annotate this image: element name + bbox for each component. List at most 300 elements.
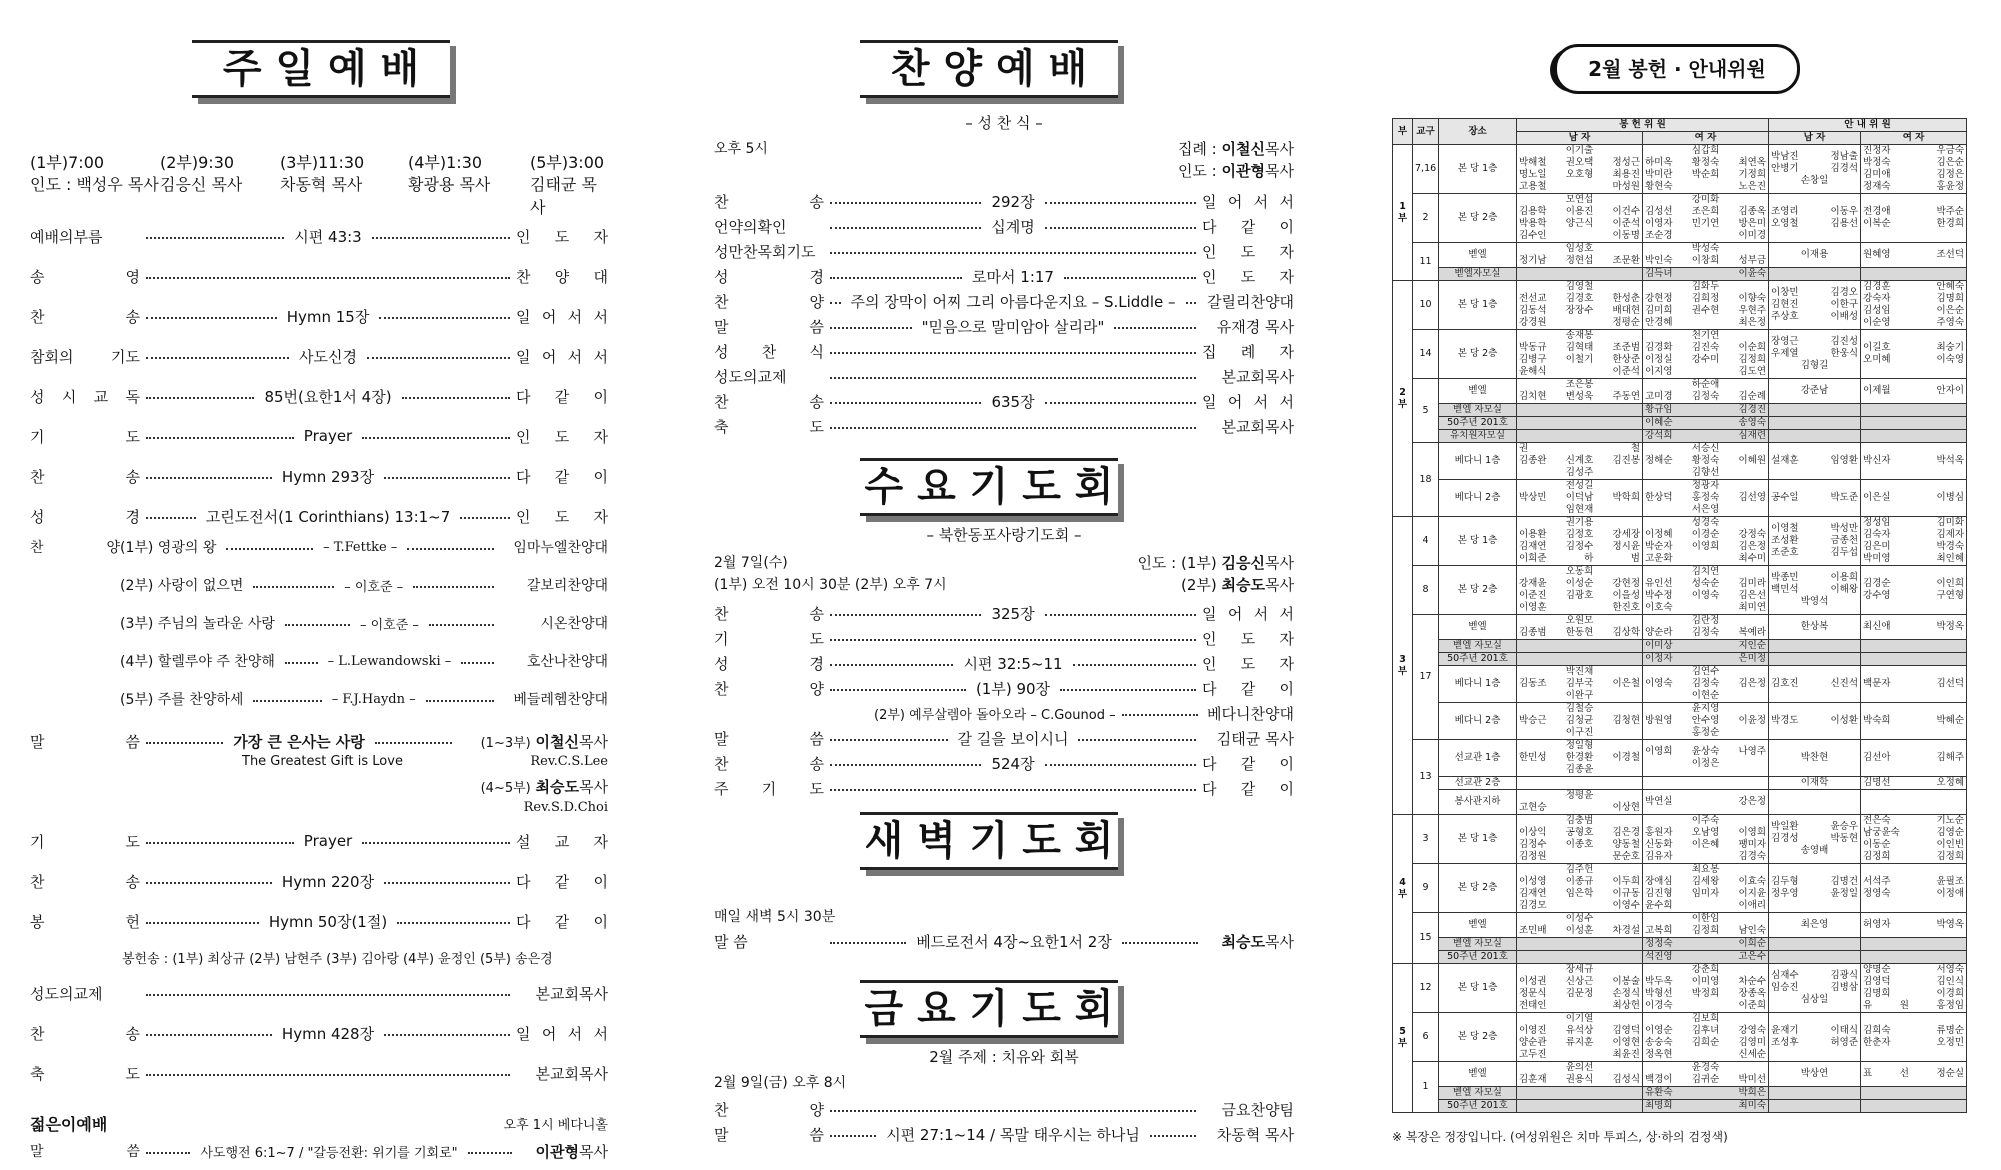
- roster-place: 본 당 1층: [1439, 517, 1517, 566]
- friday-subtitle: 2월 주제 : 치유와 회복: [929, 1048, 1079, 1066]
- roster-name-line: 김경훈 안혜숙: [1863, 281, 1965, 292]
- roster-row: [1393, 740, 1967, 777]
- sunday-order-7-content: Hymn 293장: [281, 467, 375, 486]
- roster-name-line: 이기출: [1565, 145, 1594, 156]
- roster-name-line: 김영철: [1565, 281, 1594, 292]
- roster-name-line: 서은영: [1691, 504, 1720, 515]
- wednesday-anthem2-choir: 베다니찬양대: [1207, 704, 1294, 723]
- roster-name-line: 이창민 김경오: [1771, 287, 1859, 298]
- service-time-4: (4부)1:30: [408, 153, 483, 172]
- praise-order-8-label: 성도의교제: [714, 367, 787, 386]
- roster-name-line: 박형선 박정희 장종옥: [1645, 988, 1767, 999]
- roster-name-line: 고용철 마성원: [1519, 181, 1640, 192]
- roster-name-line: 김형길: [1800, 360, 1829, 371]
- service-leader-5: 김태균 목사: [530, 175, 597, 217]
- roster-row: [1393, 1013, 1967, 1062]
- wednesday-order-1-content: 325장: [991, 604, 1035, 623]
- friday-order-1-performer: 금요찬양팀: [1221, 1100, 1294, 1119]
- praise-time: 오후 5시: [714, 141, 768, 157]
- roster-name-line: 박성숙: [1691, 243, 1720, 254]
- sunday-order2-2-label: 찬 송: [30, 872, 140, 891]
- roster-row: [1393, 281, 1967, 330]
- roster-name-line: 김희숙 류명순: [1863, 1025, 1965, 1036]
- roster-name-line: 박남진 정남출: [1771, 151, 1859, 162]
- service-leader-3: 차동혁 목사: [280, 175, 363, 194]
- wednesday-order-2-label: 기 도: [714, 629, 824, 648]
- roster-district: 2: [1413, 194, 1439, 243]
- col-offering: 봉 헌 위 원: [1517, 119, 1769, 132]
- roster-name-line: 강경원 정평순: [1519, 317, 1640, 328]
- sunday-order2-1-row: [30, 826, 608, 856]
- roster-place: 50주년 201호: [1439, 1100, 1517, 1113]
- roster-name-line: 김득녀 이윤숙: [1645, 268, 1767, 279]
- wednesday-order-2-performer: 인 도 자: [1202, 629, 1294, 648]
- roster-row: [1393, 379, 1967, 404]
- roster-part: 3부: [1393, 517, 1413, 815]
- roster-name-line: 정기남 정현섭 조문환: [1519, 255, 1640, 266]
- roster-name-line: 정광자: [1691, 480, 1720, 491]
- roster-name-line: 박경도 이성환: [1771, 715, 1859, 726]
- roster-district: 15: [1413, 913, 1439, 964]
- roster-district: 18: [1413, 443, 1439, 517]
- sunday-order-7-row: [30, 461, 608, 491]
- wednesday-order2-1-label: 말 씀: [714, 729, 824, 748]
- praise-order-10-row: [714, 411, 1294, 441]
- roster-row: [1393, 653, 1967, 666]
- sunday-order3-2-label: 찬 송: [30, 1024, 140, 1043]
- roster-place: 베다니 2층: [1439, 703, 1517, 740]
- roster-name-line: 김미희 권수현 우현주: [1645, 305, 1767, 316]
- roster-name-line: 김란정: [1691, 615, 1720, 626]
- sunday-order-2-performer: 찬 양 대: [516, 267, 608, 286]
- roster-name-line: 명노일 오호형 최용진: [1519, 169, 1640, 180]
- roster-name-line: 오영철 김용선: [1771, 218, 1859, 229]
- praise-order-6-content: "믿음으로 말미암아 살리라": [921, 317, 1105, 336]
- roster-name-line: 조성환 금종천: [1771, 535, 1859, 546]
- sunday-order-7-performer: 다 같 이: [516, 467, 609, 486]
- roster-place: 본 당 2층: [1439, 1013, 1517, 1062]
- sunday-order3-1-performer: 본교회목사: [535, 984, 608, 1003]
- praise-order-10-performer: 본교회목사: [1221, 417, 1294, 436]
- roster-name-line: 박상연: [1800, 1068, 1829, 1079]
- sunday-order-1-row: [30, 221, 608, 251]
- roster-name-line: 조영리 이동우: [1771, 206, 1859, 217]
- praise-order-6-performer: 유재경 목사: [1216, 317, 1295, 336]
- roster-name-line: 이성권 신상근 이봉술: [1519, 976, 1640, 987]
- anthem-title: (5부) 주를 찬양하세: [120, 692, 244, 708]
- roster-row: [1393, 417, 1967, 430]
- sunday-order-8-content: 고린도전서(1 Corinthians) 13:1~7: [205, 507, 451, 526]
- wednesday-order2-2-content: 524장: [991, 754, 1035, 773]
- praise-leader: 인도 : 이관형목사: [1177, 162, 1294, 180]
- roster-name-line: 박영석: [1800, 596, 1829, 607]
- sunday-sermon-row: [30, 726, 608, 756]
- sunday-order-2-label: 송 영: [30, 267, 140, 286]
- anthem-choir: 임마누엘찬양대: [513, 540, 609, 556]
- roster-name-line: 이영순 김후녀 강영숙: [1645, 1025, 1767, 1036]
- sunday-order-3-performer: 일 어 서 서: [516, 307, 608, 326]
- roster-name-line: 성경숙: [1691, 517, 1720, 528]
- praise-order-5-performer: 갈릴리찬양대: [1207, 292, 1295, 311]
- roster-name-line: 정일형: [1565, 740, 1594, 751]
- dawn-title: 새 벽 기 도 회: [864, 818, 1114, 864]
- roster-name-line: 김성임 이은순: [1863, 305, 1965, 316]
- roster-name-line: 한상복: [1800, 621, 1829, 632]
- anthem-title: (1부) 영광의 왕: [120, 540, 217, 556]
- roster-row: [1393, 790, 1967, 815]
- youth-sermon-text: 사도행전 6:1~7 / "갈등전환: 위기를 기회로": [200, 1145, 458, 1161]
- anthem-composer: – 이호준 –: [344, 579, 404, 595]
- roster-name-line: 임현재: [1565, 504, 1594, 515]
- service-leader-1: 인도 : 백성우 목사: [30, 175, 159, 194]
- wednesday-order2-2-performer: 다 같 이: [1202, 754, 1294, 773]
- roster-row: [1393, 480, 1967, 517]
- roster-name-line: 김미애 김정은: [1863, 169, 1965, 180]
- sunday-order3-3-performer: 본교회목사: [535, 1064, 608, 1083]
- roster-place: 본 당 2층: [1439, 330, 1517, 379]
- roster-district: 12: [1413, 964, 1439, 1013]
- sunday-anthem-row: [30, 608, 608, 638]
- roster-name-line: 박종민 이용희: [1771, 572, 1859, 583]
- roster-row: [1393, 517, 1967, 566]
- roster-table: [1392, 118, 1967, 1113]
- roster-name-line: 안경혜 최은정: [1645, 317, 1767, 328]
- roster-name-line: 박미영 최인혜: [1863, 553, 1965, 564]
- sunday-anthem-label: 찬 양: [30, 540, 120, 556]
- praise-title-box: [860, 40, 1118, 98]
- roster-name-line: 신동화 이은혜 팽미자: [1645, 839, 1767, 850]
- praise-order-7-label: 성 찬 식: [714, 342, 824, 361]
- roster-name-line: 박미란 박순희 기정희: [1645, 169, 1767, 180]
- roster-name-line: 양순관 류지훈 이영현: [1519, 1037, 1640, 1048]
- roster-name-line: 김용학 이용진 이건수: [1519, 206, 1640, 217]
- sunday-order-7-label: 찬 송: [30, 467, 140, 486]
- roster-row: [1393, 964, 1967, 1013]
- roster-name-line: 김은미 박경숙: [1863, 541, 1965, 552]
- roster-row: [1393, 1062, 1967, 1087]
- roster-footnote: ※ 복장은 정장입니다. (여성위원은 치마 투피스, 상·하의 검정색): [1392, 1130, 1728, 1144]
- sunday-order2-1-content: Prayer: [303, 832, 353, 850]
- roster-name-line: 강현정 김희정 이향숙: [1645, 293, 1767, 304]
- roster-name-line: 이구진: [1565, 727, 1594, 738]
- wednesday-leader-2: (2부) 최승도목사: [1181, 576, 1294, 594]
- roster-name-line: 김훈재 권용식 김성식: [1519, 1074, 1640, 1085]
- roster-name-line: 하미옥 황정숙 최연옥: [1645, 157, 1767, 168]
- roster-name-line: 박신자 박석옥: [1863, 455, 1965, 466]
- roster-name-line: 이복순 한경희: [1863, 218, 1965, 229]
- praise-order-1-performer: 일 어 서 서: [1202, 192, 1294, 211]
- roster-row: [1393, 777, 1967, 790]
- sunday-order-4-performer: 일 어 서 서: [516, 347, 608, 366]
- roster-district: 14: [1413, 330, 1439, 379]
- roster-name-line: 강춘희: [1691, 964, 1720, 975]
- roster-district: 5: [1413, 379, 1439, 443]
- roster-name-line: 김경순 이인희: [1863, 578, 1965, 589]
- sunday-order-2-row: [30, 261, 608, 291]
- roster-name-line: 김정희 김정희: [1863, 851, 1965, 862]
- roster-name-line: 김성주: [1565, 467, 1594, 478]
- roster-district: 1: [1413, 1062, 1439, 1113]
- roster-name-line: 김종완 신계호 김진봉: [1519, 455, 1640, 466]
- roster-name-line: 설재훈 임영환: [1771, 455, 1859, 466]
- roster-name-line: 김호진 신진석: [1771, 678, 1859, 689]
- roster-name-line: 이영진 유석상 김영덕: [1519, 1025, 1640, 1036]
- roster-name-line: 이순영 주영숙: [1863, 317, 1965, 328]
- roster-name-line: 김두형 김명건: [1771, 876, 1859, 887]
- roster-place: 벧엘 자모실: [1439, 640, 1517, 653]
- roster-place: 50주년 201호: [1439, 951, 1517, 964]
- roster-place: 50주년 201호: [1439, 653, 1517, 666]
- sunday-order2-3-label: 봉 헌: [30, 912, 140, 931]
- sunday-order2-3-content: Hymn 50장(1절): [268, 912, 388, 931]
- roster-name-line: 박승근 김청균 김청현: [1519, 715, 1640, 726]
- sermon-preacher-2: (4~5부) 최승도목사: [480, 778, 608, 796]
- roster-name-line: 박정숙 김은순: [1863, 157, 1965, 168]
- sunday-order-8-label: 성 경: [30, 507, 140, 526]
- roster-place: 본 당 1층: [1439, 145, 1517, 194]
- service-leader-4: 황광용 목사: [408, 175, 491, 194]
- roster-name-line: 이혜순 송영숙: [1645, 417, 1767, 428]
- roster-name-line: 정영숙 이정애: [1863, 888, 1965, 899]
- roster-district: 9: [1413, 864, 1439, 913]
- anthem-choir: 갈보리찬양대: [526, 578, 609, 594]
- roster-name-line: 안병기 김경석: [1771, 163, 1859, 174]
- col-offering-female: 여 자: [1643, 132, 1769, 145]
- roster-district: 13: [1413, 740, 1439, 815]
- roster-row: [1393, 938, 1967, 951]
- anthem-choir: 베들레헴찬양대: [513, 692, 609, 708]
- roster-name-line: 박해철 권오택 정성근: [1519, 157, 1640, 168]
- sunday-order-4-row: [30, 341, 608, 371]
- anthem-choir: 호산나찬양대: [526, 654, 608, 670]
- roster-name-line: 한춘자 오정민: [1863, 1037, 1965, 1048]
- roster-place: 본 당 1층: [1439, 815, 1517, 864]
- friday-title: 금 요 기 도 회: [864, 986, 1114, 1032]
- roster-name-line: 김치연: [1691, 566, 1720, 577]
- sunday-order-1-content: 시편 43:3: [294, 227, 362, 246]
- friday-order-1-label: 찬 양: [714, 1100, 824, 1119]
- wednesday-order-4-label: 찬 양: [714, 679, 824, 698]
- wednesday-order-1-label: 찬 송: [714, 604, 824, 623]
- roster-row: [1393, 194, 1967, 243]
- sunday-order-6-performer: 인 도 자: [516, 427, 609, 446]
- roster-name-line: 권 철: [1519, 443, 1640, 454]
- roster-name-line: 정우영 윤정일: [1771, 888, 1859, 899]
- friday-order-2-performer: 차동혁 목사: [1216, 1125, 1294, 1144]
- wednesday-times: (1부) 오전 10시 30분 (2부) 오후 7시: [714, 577, 947, 593]
- roster-name-line: 전경애 박주순: [1863, 206, 1965, 217]
- roster-name-line: 정옥현 신세순: [1645, 1049, 1767, 1060]
- roster-name-line: 김주헌: [1565, 864, 1594, 875]
- roster-name-line: 서석주 윤필조: [1863, 876, 1965, 887]
- praise-order-9-content: 635장: [991, 392, 1035, 411]
- roster-name-line: 이동순 이인빈: [1863, 839, 1965, 850]
- roster-name-line: 김명희 이경희: [1863, 988, 1965, 999]
- roster-name-line: 이한임: [1691, 913, 1720, 924]
- roster-name-line: 오미혜 이숙영: [1863, 354, 1965, 365]
- roster-name-line: 원혜영 조선덕: [1863, 249, 1965, 260]
- roster-name-line: 이성영 이종규 이두희: [1519, 876, 1640, 887]
- dawn-time: 매일 새벽 5시 30분: [714, 909, 836, 925]
- service-time-1: (1부)7:00: [30, 153, 105, 172]
- roster-name-line: 고두진 최윤진: [1519, 1049, 1640, 1060]
- roster-row: [1393, 1087, 1967, 1100]
- roster-district: 10: [1413, 281, 1439, 330]
- roster-name-line: 김숙자 김제자: [1863, 529, 1965, 540]
- sunday-order-6-content: Prayer: [303, 427, 353, 445]
- roster-part: 5부: [1393, 964, 1413, 1113]
- col-offering-male: 남 자: [1517, 132, 1643, 145]
- praise-order-7-performer: 집 례 자: [1202, 342, 1294, 361]
- roster-name-line: 최은영: [1800, 919, 1829, 930]
- roster-place: 베다니 2층: [1439, 480, 1517, 517]
- roster-name-line: 홍원자 오남영 이영희: [1645, 827, 1767, 838]
- roster-name-line: 박수정 이영숙 김은선: [1645, 590, 1767, 601]
- roster-part: 1부: [1393, 145, 1413, 281]
- sunday-order-5-label: 성 시 교 독: [30, 387, 140, 406]
- roster-name-line: 장세규: [1565, 964, 1594, 975]
- sermon-title: 가장 큰 은사는 사랑: [233, 732, 365, 751]
- sunday-anthem-row: [30, 646, 608, 676]
- roster-place: 봉사관지하: [1439, 790, 1517, 815]
- roster-name-line: 박두옥 이미영 차순수: [1645, 976, 1767, 987]
- roster-name-line: 주상호 이배성: [1771, 311, 1859, 322]
- praise-order-8-performer: 본교회목사: [1221, 367, 1294, 386]
- dawn-sermon-row: [714, 926, 1294, 956]
- service-time-5: (5부)3:00: [530, 153, 605, 172]
- anthem-title: (4부) 할렐루야 주 찬양해: [120, 654, 275, 670]
- roster-name-line: 이재용: [1800, 249, 1829, 260]
- roster-name-line: 김보희: [1691, 1013, 1720, 1024]
- praise-order-3-label: 성만찬목회기도: [714, 242, 816, 261]
- roster-name-line: 손창일: [1800, 175, 1829, 186]
- praise-order-5-label: 찬 양: [714, 292, 824, 311]
- roster-name-line: 권기용: [1565, 517, 1594, 528]
- praise-order-4-content: 로마서 1:17: [972, 267, 1054, 286]
- roster-name-line: 김성선 조은희 김종옥: [1645, 206, 1767, 217]
- roster-name-line: 이재학: [1800, 777, 1829, 788]
- youth-preacher: 이관형목사: [535, 1142, 608, 1161]
- roster-place: 본 당 2층: [1439, 864, 1517, 913]
- sunday-order-3-label: 찬 송: [30, 307, 140, 326]
- praise-order-4-performer: 인 도 자: [1202, 267, 1294, 286]
- roster-name-line: 이정자 은미정: [1645, 653, 1767, 664]
- roster-name-line: 이제월 안자이: [1863, 385, 1965, 396]
- roster-name-line: 이정혜 이경순 강정숙: [1645, 529, 1767, 540]
- roster-place: 벧엘: [1439, 913, 1517, 938]
- roster-name-line: 박일환 윤승우: [1771, 821, 1859, 832]
- roster-name-line: 김진형 임미자 이지윤: [1645, 888, 1767, 899]
- roster-name-line: 이정은: [1691, 758, 1720, 769]
- roster-name-line: 김재연 김정수 정시윤: [1519, 541, 1640, 552]
- roster-header-row: [1393, 119, 1967, 132]
- roster-place: 벧엘 자모실: [1439, 404, 1517, 417]
- roster-name-line: 진정자 우금숙: [1863, 145, 1965, 156]
- praise-order-2-performer: 다 같 이: [1202, 217, 1295, 236]
- praise-order-1-label: 찬 송: [714, 192, 824, 211]
- roster-name-line: 허영자 박영옥: [1863, 919, 1965, 930]
- roster-name-line: 강준남: [1800, 385, 1829, 396]
- wednesday-order-1-performer: 일 어 서 서: [1202, 604, 1294, 623]
- roster-name-line: 박상민 이덕남 박학희: [1519, 492, 1640, 503]
- roster-name-line: 유인선 성숙순 김미라: [1645, 578, 1767, 589]
- wednesday-order-3-performer: 인 도 자: [1202, 654, 1294, 673]
- roster-name-line: 유 원 홍정임: [1863, 1000, 1965, 1011]
- roster-row: [1393, 913, 1967, 938]
- roster-row: [1393, 615, 1967, 640]
- roster-name-line: 고현승 이상현: [1519, 802, 1640, 813]
- wednesday-order2-3-row: [714, 773, 1294, 803]
- sunday-order-1-label: 예배의부름: [30, 227, 103, 246]
- roster-name-line: 김병구 이철기 한상준: [1519, 354, 1640, 365]
- sunday-order-4-label: 참회의 기도: [30, 347, 140, 366]
- preacher-1-english: Rev.C.S.Lee: [530, 754, 608, 769]
- praise-order-6-label: 말 씀: [714, 317, 824, 336]
- roster-name-line: 전선교 김경호 한성춘: [1519, 293, 1640, 304]
- roster-name-line: 김정원 문순호: [1519, 851, 1640, 862]
- roster-row: [1393, 1100, 1967, 1113]
- roster-name-line: 이영자 민기연 방은미: [1645, 218, 1767, 229]
- roster-name-line: 장애심 김세왕 이효숙: [1645, 876, 1767, 887]
- roster-name-line: 윤해식 이준석: [1519, 366, 1640, 377]
- col-usher-male: 남 자: [1769, 132, 1861, 145]
- roster-place: 50주년 201호: [1439, 417, 1517, 430]
- roster-name-line: 이현순: [1691, 690, 1720, 701]
- roster-place: 본 당 2층: [1439, 194, 1517, 243]
- roster-row: [1393, 666, 1967, 703]
- roster-name-line: 윤수희 이애리: [1645, 900, 1767, 911]
- roster-name-line: 심재수 김광식: [1771, 970, 1859, 981]
- roster-name-line: 전은숙 기노순: [1863, 815, 1965, 826]
- roster-row: [1393, 815, 1967, 864]
- roster-row: [1393, 951, 1967, 964]
- sunday-order-4-content: 사도신경: [299, 347, 357, 366]
- roster-name-line: 최요봉: [1691, 864, 1720, 875]
- sunday-order3-3-row: [30, 1058, 608, 1088]
- roster-name-line: 양순라 김정숙 복예라: [1645, 627, 1767, 638]
- roster-row: [1393, 566, 1967, 615]
- sunday-order2-2-row: [30, 866, 608, 896]
- roster-name-line: 김동조 김부국 이은철: [1519, 678, 1640, 689]
- roster-name-line: 오원모: [1565, 615, 1594, 626]
- roster-name-line: 윤경숙: [1691, 1062, 1720, 1073]
- roster-name-line: 김재연 임은학 이규동: [1519, 888, 1640, 899]
- roster-name-line: 정평윤: [1565, 790, 1594, 801]
- roster-district: 11: [1413, 243, 1439, 281]
- roster-row: [1393, 404, 1967, 417]
- offertory-singers: 봉헌송 : (1부) 최상규 (2부) 남현주 (3부) 김아랑 (4부) 윤정인 (5부) 송은경: [122, 952, 553, 967]
- roster-name-line: 유환숙 박희은: [1645, 1087, 1767, 1098]
- service-time-3: (3부)11:30: [280, 153, 365, 172]
- roster-name-line: 박용학 양근식 이준석: [1519, 218, 1640, 229]
- wednesday-order2-2-label: 찬 송: [714, 754, 824, 773]
- roster-name-line: 김영덕 김인식: [1863, 976, 1965, 987]
- roster-name-line: 강숙자 김명희: [1863, 293, 1965, 304]
- roster-name-line: 이영희 윤상숙 나영주: [1645, 746, 1767, 757]
- roster-part: 4부: [1393, 815, 1413, 964]
- anthem-composer: – 이호준 –: [359, 617, 419, 633]
- roster-name-line: 이영철 박성만: [1771, 523, 1859, 534]
- roster-name-line: 김현진 이한구: [1771, 299, 1859, 310]
- roster-place: 벧엘자모실: [1439, 268, 1517, 281]
- sunday-order-5-performer: 다 같 이: [516, 387, 609, 406]
- roster-name-line: 이희준 하 범: [1519, 553, 1640, 564]
- roster-name-line: 송영배: [1800, 845, 1829, 856]
- praise-subtitle: – 성 찬 식 –: [965, 114, 1043, 132]
- youth-sermon-row: [30, 1136, 608, 1166]
- roster-name-line: 임성호: [1565, 243, 1594, 254]
- col-part: 부: [1393, 119, 1413, 145]
